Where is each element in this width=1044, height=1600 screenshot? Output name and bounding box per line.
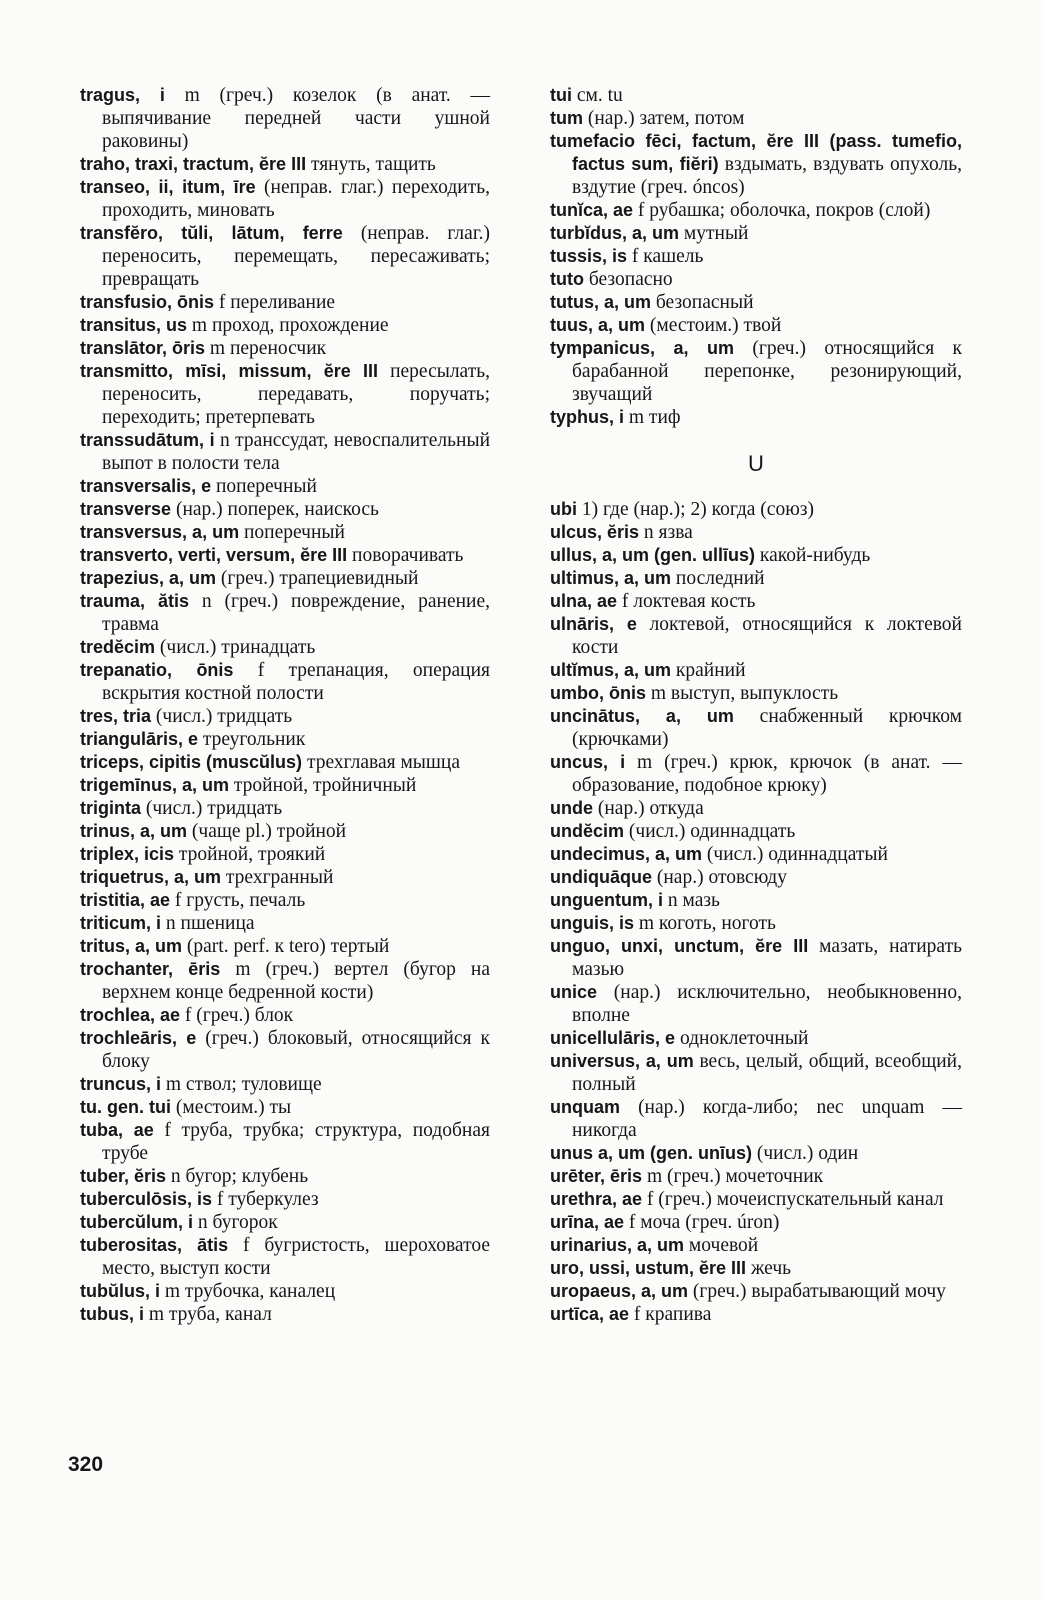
dictionary-entry (80, 728, 490, 751)
entry-headword: unus a, um (gen. unīus) (550, 1143, 752, 1163)
dictionary-entry (80, 1119, 490, 1165)
entry-headword: tuba, ae (80, 1120, 154, 1140)
entry-definition: безопасно (583, 269, 673, 290)
dictionary-entry (550, 406, 962, 429)
dictionary-entry (550, 107, 962, 130)
dictionary-entry (550, 1027, 962, 1050)
entry-definition: n бугорок (193, 1212, 278, 1233)
entry-definition: f труба, трубка; структура, подобная трубе (102, 1120, 490, 1164)
entry-headword: transfusio, ōnis (80, 292, 215, 312)
entry-headword: tubŭlus, i (80, 1281, 160, 1301)
entry-headword: urethra, ae (550, 1189, 643, 1209)
entry-headword: ulnāris, e (550, 614, 637, 634)
entry-definition: f бугристость, шероховатое место, выступ кости (102, 1235, 490, 1279)
dictionary-entry (80, 84, 490, 153)
entry-definition: f (греч.) блок (180, 1005, 294, 1026)
entry-headword: tragus, i (80, 85, 165, 105)
entry-headword: translātor, ōris (80, 338, 206, 358)
dictionary-entry (80, 843, 490, 866)
entry-definition: трехглавая мышца (302, 752, 460, 773)
entry-headword: triceps, cipitis (muscŭlus) (80, 752, 303, 772)
entry-definition: жечь (746, 1258, 792, 1279)
entry-headword: undiquāque (550, 867, 652, 887)
dictionary-entry (550, 199, 962, 222)
entry-headword: tu. gen. tui (80, 1097, 171, 1117)
entry-definition: последний (671, 568, 765, 589)
dictionary-entry (80, 912, 490, 935)
entry-headword: unguo, unxi, unctum, ĕre III (550, 936, 809, 956)
dictionary-entry (550, 866, 962, 889)
dictionary-entry (550, 705, 962, 751)
entry-definition: тянуть, тащить (306, 154, 436, 175)
entry-definition: m трубочка, каналец (160, 1281, 336, 1302)
entry-headword: trochlea, ae (80, 1005, 181, 1025)
entry-definition: f туберкулез (212, 1189, 319, 1210)
entry-headword: triplex, icis (80, 844, 175, 864)
entry-headword: tritus, a, um (80, 936, 183, 956)
entry-definition: поворачивать (347, 545, 464, 566)
entry-headword: tui (550, 85, 572, 105)
entry-headword: triquetrus, a, um (80, 867, 222, 887)
entry-headword: transverto, verti, versum, ĕre III (80, 545, 348, 565)
entry-definition: (нар.) поперек, наискось (171, 499, 379, 520)
dictionary-entry (80, 153, 490, 176)
entry-headword: tristitia, ae (80, 890, 171, 910)
section-letter: U (748, 451, 764, 476)
entry-definition: m (греч.) крюк, крючок (в анат. — образование, подобное крюку) (572, 752, 962, 796)
entry-headword: universus, a, um (550, 1051, 694, 1071)
dictionary-entry (550, 682, 962, 705)
entry-definition: весь, целый, общий, всеобщий, полный (572, 1051, 962, 1095)
entry-definition: тройной, тройничный (229, 775, 417, 796)
entry-headword: ubi (550, 499, 577, 519)
entry-definition: f грусть, печаль (170, 890, 306, 911)
dictionary-entry (80, 176, 490, 222)
dictionary-entry (80, 636, 490, 659)
dictionary-entry (550, 521, 962, 544)
dictionary-entry (80, 866, 490, 889)
entry-headword: uro, ussi, ustum, ĕre III (550, 1258, 747, 1278)
entry-headword: umbo, ōnis (550, 683, 646, 703)
entry-headword: triticum, i (80, 913, 162, 933)
entry-headword: transversalis, e (80, 476, 212, 496)
dictionary-entry (550, 751, 962, 797)
entry-definition: безопасный (651, 292, 754, 313)
dictionary-entry (550, 935, 962, 981)
entry-definition: трехгранный (221, 867, 334, 888)
dictionary-entry (80, 774, 490, 797)
dictionary-entry (550, 84, 962, 107)
dictionary-entry (550, 1303, 962, 1326)
entry-definition: f моча (греч. úron) (624, 1212, 780, 1233)
entry-definition: m (греч.) вертел (бугор на верхнем конце бедренной кости) (102, 959, 490, 1003)
entry-definition: f (греч.) мочеиспускательный канал (642, 1189, 944, 1210)
dictionary-entry (550, 1280, 962, 1303)
entry-headword: uncus, i (550, 752, 626, 772)
entry-headword: ullus, a, um (gen. ullīus) (550, 545, 756, 565)
entry-definition: снабженный крючком (крючками) (572, 706, 962, 750)
entry-definition: m труба, канал (144, 1304, 272, 1325)
dictionary-entry (80, 958, 490, 1004)
entry-headword: undecimus, a, um (550, 844, 703, 864)
dictionary-entry (550, 1257, 962, 1280)
entry-definition: n транссудат, невоспалительный выпот в полости тела (102, 430, 491, 474)
dictionary-entry (550, 889, 962, 912)
dictionary-entry (80, 705, 490, 728)
dictionary-entry (80, 429, 490, 475)
entry-definition: m выступ, выпуклость (646, 683, 839, 704)
entry-headword: tuberositas, ātis (80, 1235, 229, 1255)
entry-definition: локтевой, относящийся к локтевой кости (572, 614, 962, 658)
dictionary-entry (80, 751, 490, 774)
entry-definition: f локтевая кость (617, 591, 756, 612)
entry-headword: tutus, a, um (550, 292, 652, 312)
entry-definition: мазать, натирать мазью (572, 936, 962, 980)
entry-definition: (числ.) одиннадцатый (702, 844, 888, 865)
entry-definition: (нар.) затем, потом (583, 108, 745, 129)
dictionary-entry (550, 843, 962, 866)
entry-definition: крайний (671, 660, 746, 681)
dictionary-entry (80, 567, 490, 590)
entry-definition: n пшеница (161, 913, 255, 934)
entry-headword: unice (550, 982, 598, 1002)
dictionary-entry (550, 337, 962, 406)
entry-definition: (неправ. глаг.) переходить, проходить, миновать (102, 177, 491, 221)
dictionary-entry (550, 498, 962, 521)
right-column (550, 84, 962, 1326)
entry-headword: ultĭmus, a, um (550, 660, 672, 680)
entry-headword: tuberculōsis, is (80, 1189, 213, 1209)
dictionary-entry (550, 1142, 962, 1165)
entry-definition: n бугор; клубень (166, 1166, 309, 1187)
entry-headword: tres, tria (80, 706, 152, 726)
entry-headword: urēter, ēris (550, 1166, 643, 1186)
entry-definition: (нар.) исключительно, необыкновенно, вполне (572, 982, 962, 1026)
entry-headword: uropaeus, a, um (550, 1281, 689, 1301)
dictionary-entry (550, 1096, 962, 1142)
entry-definition: 1) где (нар.); 2) когда (союз) (577, 499, 814, 520)
dictionary-entry (80, 1004, 490, 1027)
entry-headword: unicellulāris, e (550, 1028, 676, 1048)
entry-definition: f крапива (629, 1304, 712, 1325)
entry-definition: мочевой (684, 1235, 759, 1256)
dictionary-entry (80, 521, 490, 544)
entry-headword: triginta (80, 798, 141, 818)
entry-definition: одноклеточный (675, 1028, 809, 1049)
entry-definition: пересылать, переносить, передавать, поручать; переходить; претерпевать (102, 361, 490, 428)
dictionary-entry (80, 1211, 490, 1234)
left-column (80, 84, 490, 1326)
entry-definition: n мазь (662, 890, 720, 911)
entry-definition: (нар.) отовсюду (652, 867, 787, 888)
entry-headword: trapezius, a, um (80, 568, 217, 588)
entry-headword: transeo, ii, itum, īre (80, 177, 256, 197)
entry-definition: поперечный (239, 522, 345, 543)
entry-headword: typhus, i (550, 407, 625, 427)
entry-definition: m проход, прохождение (187, 315, 389, 336)
entry-definition: (греч.) блоковый, относящийся к блоку (102, 1028, 490, 1072)
entry-headword: transitus, us (80, 315, 188, 335)
entry-headword: traho, traxi, tractum, ĕre III (80, 154, 307, 174)
dictionary-entry (550, 659, 962, 682)
entry-definition: (греч.) относящийся к барабанной перепонке, резонирующий, звучащий (572, 338, 963, 405)
entry-definition: m (греч.) мочеточник (642, 1166, 824, 1187)
entry-definition: (part. perf. к tero) тертый (182, 936, 390, 957)
entry-headword: trepanatio, ōnis (80, 660, 234, 680)
dictionary-entry (80, 1234, 490, 1280)
entry-headword: tympanicus, a, um (550, 338, 735, 358)
dictionary-entry (80, 1027, 490, 1073)
entry-headword: trochleāris, e (80, 1028, 197, 1048)
dictionary-entry (550, 222, 962, 245)
entry-definition: f переливание (214, 292, 336, 313)
dictionary-entry (550, 820, 962, 843)
entry-definition: (числ.) тридцать (151, 706, 293, 727)
dictionary-entry (550, 1188, 962, 1211)
entry-definition: (неправ. глаг.) переносить, перемещать, пересаживать; превращать (102, 223, 490, 290)
entry-headword: tussis, is (550, 246, 628, 266)
entry-definition: f рубашка; оболочка, покров (слой) (633, 200, 931, 221)
dictionary-entry (550, 912, 962, 935)
entry-definition: треугольник (198, 729, 306, 750)
entry-headword: unquam (550, 1097, 620, 1117)
entry-headword: turbĭdus, a, um (550, 223, 680, 243)
entry-definition: m тиф (624, 407, 681, 428)
entry-definition: (числ.) тринадцать (155, 637, 316, 658)
entry-definition: (греч.) трапециевидный (216, 568, 419, 589)
dictionary-entry (550, 981, 962, 1027)
entry-headword: transfĕro, tŭli, lātum, ferre (80, 223, 343, 243)
dictionary-entry (80, 889, 490, 912)
dictionary-entry (80, 797, 490, 820)
dictionary-entry (80, 1165, 490, 1188)
entry-definition: (чаще pl.) тройной (187, 821, 347, 842)
entry-headword: truncus, i (80, 1074, 162, 1094)
t-entries (550, 84, 962, 429)
entry-definition: (местоим.) ты (170, 1097, 292, 1118)
dictionary-entry (80, 291, 490, 314)
dictionary-entry (80, 1188, 490, 1211)
entry-definition: вздымать, вздувать опухоль, вздутие (греч. óncos) (572, 154, 962, 198)
entry-definition: (числ.) один (752, 1143, 859, 1164)
entry-definition: n (греч.) повреждение, ранение, травма (102, 591, 491, 635)
entry-headword: tunĭca, ae (550, 200, 634, 220)
dictionary-entry (80, 498, 490, 521)
entry-headword: ulna, ae (550, 591, 618, 611)
entry-definition: m переносчик (205, 338, 327, 359)
dictionary-entry (80, 475, 490, 498)
entry-headword: unguentum, i (550, 890, 663, 910)
dictionary-entry (80, 1096, 490, 1119)
dictionary-entry (550, 544, 962, 567)
dictionary-entry (80, 590, 490, 636)
entry-definition: m ствол; туловище (161, 1074, 322, 1095)
entry-definition: поперечный (211, 476, 317, 497)
entry-definition: (числ.) одиннадцать (624, 821, 796, 842)
dictionary-entry (80, 337, 490, 360)
entry-headword: trinus, a, um (80, 821, 188, 841)
entry-definition: n язва (639, 522, 693, 543)
dictionary-entry (550, 268, 962, 291)
entry-definition: m (греч.) козелок (в анат. — выпячивание передней части ушной раковины) (102, 85, 490, 152)
dictionary-entry (550, 245, 962, 268)
entry-headword: transversus, a, um (80, 522, 240, 542)
dictionary-entry (80, 1280, 490, 1303)
dictionary-entry (550, 291, 962, 314)
entry-headword: urtīca, ae (550, 1304, 630, 1324)
dictionary-entry (550, 613, 962, 659)
dictionary-entry (80, 1303, 490, 1326)
entry-headword: trauma, ătis (80, 591, 190, 611)
entry-definition: тройной, троякий (174, 844, 326, 865)
dictionary-entry (80, 820, 490, 843)
entry-headword: tubercŭlum, i (80, 1212, 194, 1232)
entry-definition: m коготь, ноготь (634, 913, 776, 934)
entry-definition: (греч.) вырабатывающий мочу (688, 1281, 946, 1302)
dictionary-entry (80, 360, 490, 429)
entry-headword: tubus, i (80, 1304, 144, 1324)
entry-definition: см. tu (572, 85, 623, 106)
dictionary-entry (80, 544, 490, 567)
entry-definition: мутный (679, 223, 749, 244)
entry-definition: (нар.) когда-либо; nec unquam — никогда (572, 1097, 962, 1141)
entry-headword: tumefacio fēci, factum, ĕre III (pass. tumefio, factus sum, fiĕri) (550, 131, 962, 174)
entry-headword: transverse (80, 499, 172, 519)
dictionary-entry (80, 935, 490, 958)
entry-headword: tuber, ĕris (80, 1166, 167, 1186)
dictionary-entry (80, 222, 490, 291)
entry-definition: f трепанация, операция вскрытия костной полости (102, 660, 490, 704)
entry-definition: какой-нибудь (755, 545, 871, 566)
dictionary-entry (550, 797, 962, 820)
dictionary-entry (550, 1234, 962, 1257)
entry-headword: urinarius, a, um (550, 1235, 685, 1255)
entry-definition: (нар.) откуда (593, 798, 704, 819)
dictionary-entry (550, 1211, 962, 1234)
entry-headword: unguis, is (550, 913, 635, 933)
dictionary-entry (550, 1050, 962, 1096)
dictionary-entry (80, 659, 490, 705)
entry-definition: (числ.) тридцать (141, 798, 283, 819)
entry-headword: urīna, ae (550, 1212, 625, 1232)
entry-definition: f кашель (627, 246, 704, 267)
dictionary-entry (550, 590, 962, 613)
dictionary-entry (550, 130, 962, 199)
u-entries (550, 498, 962, 1326)
entry-headword: transmitto, mīsi, missum, ĕre III (80, 361, 378, 381)
entry-headword: tuus, a, um (550, 315, 646, 335)
dictionary-entry (80, 1073, 490, 1096)
entry-headword: tredĕcim (80, 637, 156, 657)
page-number: 320 (68, 1453, 104, 1476)
entry-headword: transsudātum, i (80, 430, 215, 450)
entry-headword: trigemīnus, a, um (80, 775, 230, 795)
entry-headword: tuto (550, 269, 584, 289)
entry-headword: uncinātus, a, um (550, 706, 734, 726)
dictionary-entry (550, 1165, 962, 1188)
dictionary-entry (550, 567, 962, 590)
entry-definition: (местоим.) твой (645, 315, 782, 336)
entry-headword: undĕcim (550, 821, 625, 841)
entry-headword: unde (550, 798, 593, 818)
entry-headword: triangulāris, e (80, 729, 199, 749)
entry-headword: tum (550, 108, 583, 128)
dictionary-entry (80, 314, 490, 337)
dictionary-entry (550, 314, 962, 337)
entry-headword: ulcus, ĕris (550, 522, 640, 542)
entry-headword: ultimus, a, um (550, 568, 672, 588)
entry-headword: trochanter, ēris (80, 959, 221, 979)
